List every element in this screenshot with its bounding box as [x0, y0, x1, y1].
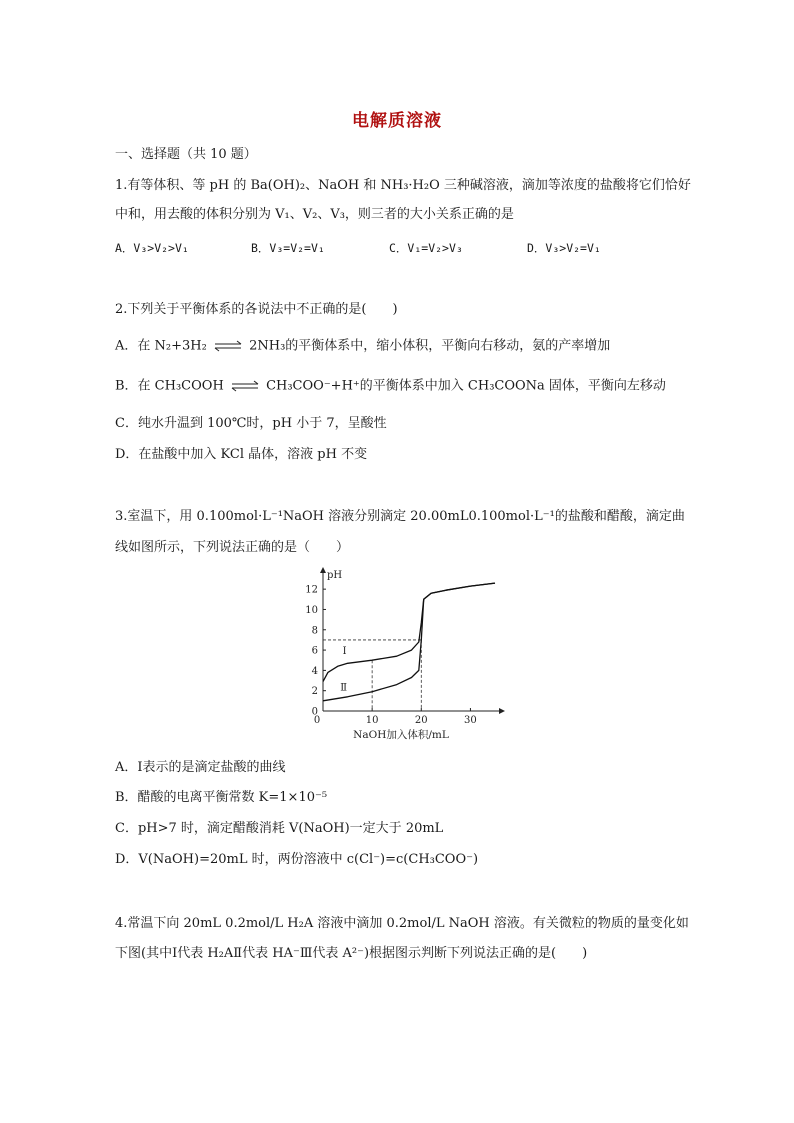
- q2-option-a-pre: A．在 N₂+3H₂: [115, 338, 207, 354]
- q1-stem-line2: 中和，用去酸的体积分别为 V₁、V₂、V₃，则三者的大小关系正确的是: [115, 207, 514, 222]
- section-heading: 一、选择题（共 10 题）: [115, 147, 257, 162]
- q3-stem-line2: 线如图所示，下列说法正确的是（ ）: [115, 540, 350, 555]
- y-tick-label: 6: [311, 645, 318, 657]
- y-axis-label: pH: [327, 570, 343, 581]
- q2-option-b: [115, 377, 715, 396]
- y-tick-label: 2: [311, 686, 318, 698]
- series-label-1: Ⅰ: [342, 646, 347, 658]
- q4-stem-line2: 下图(其中Ⅰ代表 H₂AⅡ代表 HA⁻Ⅲ代表 A²⁻)根据图示判断下列说法正确的是( ): [115, 946, 588, 961]
- x-axis-label: NaOH加入体积/mL: [353, 729, 449, 741]
- q3-stem-line1: 3.室温下，用 0.100mol·L⁻¹NaOH 溶液分别滴定 20.00mL0.100mol·L⁻¹的盐酸和醋酸，滴定曲: [115, 509, 685, 524]
- q3-option-c: C．pH>7 时，滴定醋酸消耗 V(NaOH)一定大于 20mL: [115, 821, 444, 836]
- q2-option-b-pre: B．在 CH₃COOH: [115, 378, 224, 394]
- q1-option-c: C．V₁=V₂>V₃: [389, 241, 463, 255]
- equilibrium-arrow-icon: [228, 377, 262, 395]
- series-curve-1: [323, 583, 495, 682]
- q2-option-b-post: CH₃COO⁻+H⁺的平衡体系中加入 CH₃COONa 固体，平衡向左移动: [266, 378, 666, 394]
- y-axis-arrow-icon: [320, 567, 326, 573]
- titration-chart: [295, 565, 515, 745]
- q2-stem: 2.下列关于平衡体系的各说法中不正确的是( ): [115, 302, 398, 317]
- q3-option-a: A．Ⅰ表示的是滴定盐酸的曲线: [115, 760, 286, 775]
- q2-option-a-post: 2NH₃的平衡体系中，缩小体积，平衡向右移动，氨的产率增加: [249, 338, 611, 354]
- q3-option-b: B．醋酸的电离平衡常数 K=1×10⁻⁵: [115, 790, 328, 805]
- x-axis-arrow-icon: [499, 708, 505, 714]
- q1-option-b: B．V₃=V₂=V₁: [251, 241, 325, 255]
- q2-option-c: C．纯水升温到 100℃时，pH 小于 7，呈酸性: [115, 416, 387, 431]
- x-tick-label: 30: [464, 715, 477, 726]
- y-tick-label: 0: [311, 706, 318, 718]
- q2-option-a: [115, 337, 715, 356]
- x-tick-label: 10: [365, 715, 379, 726]
- q1-option-a: A．V₃>V₂>V₁: [115, 241, 189, 255]
- series-label-2: Ⅱ: [340, 682, 347, 694]
- equilibrium-arrow-icon: [211, 337, 245, 355]
- q2-option-d: D．在盐酸中加入 KCl 晶体，溶液 pH 不变: [115, 447, 368, 462]
- document-title: 电解质溶液: [352, 111, 442, 131]
- q3-option-d: D．V(NaOH)=20mL 时，两份溶液中 c(Cl⁻)=c(CH₃COO⁻): [115, 852, 479, 867]
- x-tick-label: 20: [414, 715, 428, 726]
- q1-option-d: D．V₃>V₂=V₁: [527, 241, 601, 255]
- q4-stem-line1: 4.常温下向 20mL 0.2mol/L H₂A 溶液中滴加 0.2mol/L NaOH 溶液。有关微粒的物质的量变化如: [115, 916, 689, 931]
- origin-label: 0: [313, 715, 321, 726]
- y-tick-label: 4: [311, 665, 318, 677]
- y-tick-label: 12: [305, 584, 318, 596]
- series-curve-2: [323, 583, 495, 701]
- q1-stem-line1: 1.有等体积、等 pH 的 Ba(OH)₂、NaOH 和 NH₃·H₂O 三种碱溶液，滴加等浓度的盐酸将它们恰好: [115, 178, 691, 193]
- y-tick-label: 10: [305, 604, 318, 616]
- y-tick-label: 8: [311, 625, 318, 637]
